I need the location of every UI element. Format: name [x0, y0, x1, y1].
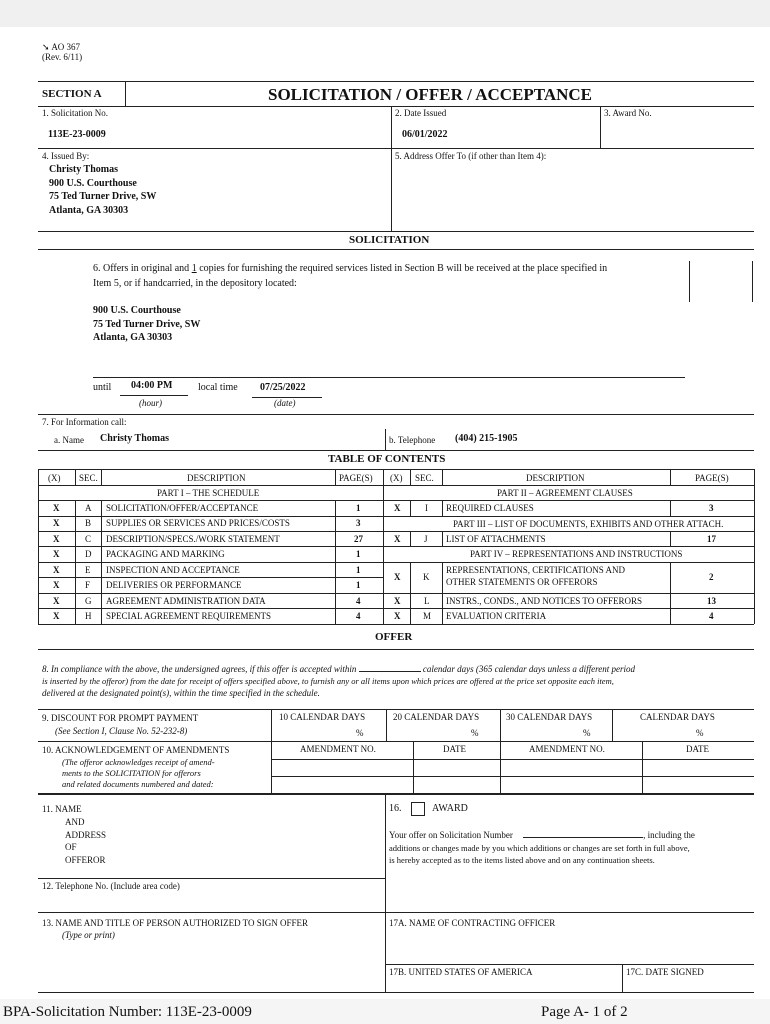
amend-no-col-1: AMENDMENT NO.	[300, 744, 376, 754]
viewer-top-bar	[0, 0, 770, 27]
amend-date-col-2: DATE	[686, 744, 709, 754]
date-issued-value: 06/01/2022	[402, 129, 448, 140]
contact-phone-label: b. Telephone	[389, 435, 436, 445]
footer-page-number: Page A- 1 of 2	[541, 1004, 628, 1020]
item6-text: 6. Offers in original and 1 copies for furnishing the required services listed in Section B will be received at the place specified in	[93, 263, 608, 274]
discount-20-days: 20 CALENDAR DAYS	[393, 712, 480, 722]
acceptance-days-blank[interactable]	[359, 671, 421, 672]
issued-by-label: 4. Issued By:	[42, 151, 90, 161]
form-number: ➘ AO 367	[42, 42, 81, 52]
award-solicitation-blank[interactable]	[523, 837, 643, 838]
item6-line2: Item 5, or if handcarried, in the depository located:	[93, 278, 297, 289]
toc-header-pages-2: PAGE(S)	[695, 473, 729, 483]
item8-line2: is inserted by the offeror) from the date for receipt of offers specified above, to furnish any or all items upon which prices are offered at the price set opposite each item,	[42, 676, 614, 686]
toc-header-sec-2: SEC.	[415, 473, 434, 483]
contracting-officer-label: 17A. NAME OF CONTRACTING OFFICER	[389, 918, 556, 928]
offer-heading: OFFER	[375, 631, 413, 643]
amend-no-col-2: AMENDMENT NO.	[529, 744, 605, 754]
award-checkbox[interactable]	[411, 802, 425, 816]
amend-date-col-1: DATE	[443, 744, 466, 754]
award-text-line3: is hereby accepted as to the items listed above and on any continuation sheets.	[389, 855, 655, 865]
amendments-sub: (The offeror acknowledges receipt of amend- ments to the SOLICITATION for offerors and related documents numbered and dated:	[62, 757, 215, 789]
offeror-name-label: 11. NAME AND ADDRESS OF OFFEROR	[42, 804, 107, 866]
pct-1: %	[356, 728, 364, 738]
info-call-label: 7. For Information call:	[42, 417, 127, 427]
date-issued-label: 2. Date Issued	[395, 108, 447, 118]
solicitation-no-value: 113E-23-0009	[48, 129, 106, 140]
issuer-address: Christy Thomas 900 U.S. Courthouse 75 Ted Turner Drive, SW Atlanta, GA 30303	[49, 164, 157, 216]
signer-label: 13. NAME AND TITLE OF PERSON AUTHORIZED TO SIGN OFFER	[42, 918, 309, 928]
toc-part4: PART IV – REPRESENTATIONS AND INSTRUCTIONS	[470, 549, 683, 559]
until-label: until	[93, 382, 112, 393]
toc-heading: TABLE OF CONTENTS	[328, 453, 446, 465]
address-offer-to-label: 5. Address Offer To (if other than Item 4):	[395, 151, 547, 161]
award-label: AWARD	[432, 803, 468, 814]
solicitation-heading: SOLICITATION	[349, 234, 430, 246]
discount-10-days: 10 CALENDAR DAYS	[279, 712, 366, 722]
pct-2: %	[471, 728, 479, 738]
local-time-label: local time	[198, 382, 238, 393]
hour-caption: (hour)	[139, 398, 162, 408]
contact-name-label: a. Name	[54, 435, 84, 445]
toc-header-x-2: (X)	[390, 473, 403, 483]
pen-icon: ➘	[42, 42, 50, 52]
amendments-label: 10. ACKNOWLEDGEMENT OF AMENDMENTS	[42, 745, 230, 755]
deadline-time: 04:00 PM	[131, 380, 173, 391]
toc-part1: PART I – THE SCHEDULE	[157, 488, 260, 498]
toc-header-pages: PAGE(S)	[339, 473, 373, 483]
telephone-label: 12. Telephone No. (Include area code)	[42, 881, 180, 891]
item16-number: 16.	[389, 803, 402, 814]
discount-30-days: 30 CALENDAR DAYS	[506, 712, 593, 722]
discount-sub: (See Section I, Clause No. 52-232-8)	[55, 726, 188, 736]
date-caption: (date)	[274, 398, 296, 408]
usa-label: 17B. UNITED STATES OF AMERICA	[389, 967, 533, 977]
depository-address: 900 U.S. Courthouse 75 Ted Turner Drive, SW Atlanta, GA 30303	[93, 305, 201, 343]
award-text-line2: additions or changes made by you which additions or changes are set forth in full above,	[389, 843, 690, 853]
toc-part2: PART II – AGREEMENT CLAUSES	[497, 488, 633, 498]
pct-4: %	[696, 728, 704, 738]
footer-solicitation-number: BPA-Solicitation Number: 113E-23-0009	[3, 1004, 252, 1020]
discount-other-days: CALENDAR DAYS	[640, 712, 715, 722]
item8-line1: 8. In compliance with the above, the undersigned agrees, if this offer is accepted within calendar days (365 calendar days unless a different period	[42, 664, 635, 674]
toc-header-desc: DESCRIPTION	[187, 473, 246, 483]
toc-header-sec: SEC.	[79, 473, 98, 483]
toc-header-x: (X)	[48, 473, 61, 483]
form-revision: (Rev. 6/11)	[42, 52, 83, 62]
signer-sub: (Type or print)	[62, 930, 115, 940]
contact-name-value: Christy Thomas	[100, 433, 169, 444]
discount-label: 9. DISCOUNT FOR PROMPT PAYMENT	[42, 713, 199, 723]
solicitation-no-label: 1. Solicitation No.	[42, 108, 108, 118]
date-signed-label: 17C. DATE SIGNED	[626, 967, 704, 977]
award-text-line1: Your offer on Solicitation Number , including the	[389, 830, 695, 840]
deadline-date: 07/25/2022	[260, 382, 306, 393]
section-label: SECTION A	[42, 88, 102, 100]
award-no-label: 3. Award No.	[604, 108, 652, 118]
form-title: SOLICITATION / OFFER / ACCEPTANCE	[268, 85, 592, 104]
contact-phone-value: (404) 215-1905	[455, 433, 518, 444]
toc-header-desc-2: DESCRIPTION	[526, 473, 585, 483]
item8-line3: delivered at the designated point(s), within the time specified in the schedule.	[42, 688, 320, 698]
pct-3: %	[583, 728, 591, 738]
toc-part3: PART III – LIST OF DOCUMENTS, EXHIBITS AND OTHER ATTACH.	[453, 519, 724, 529]
